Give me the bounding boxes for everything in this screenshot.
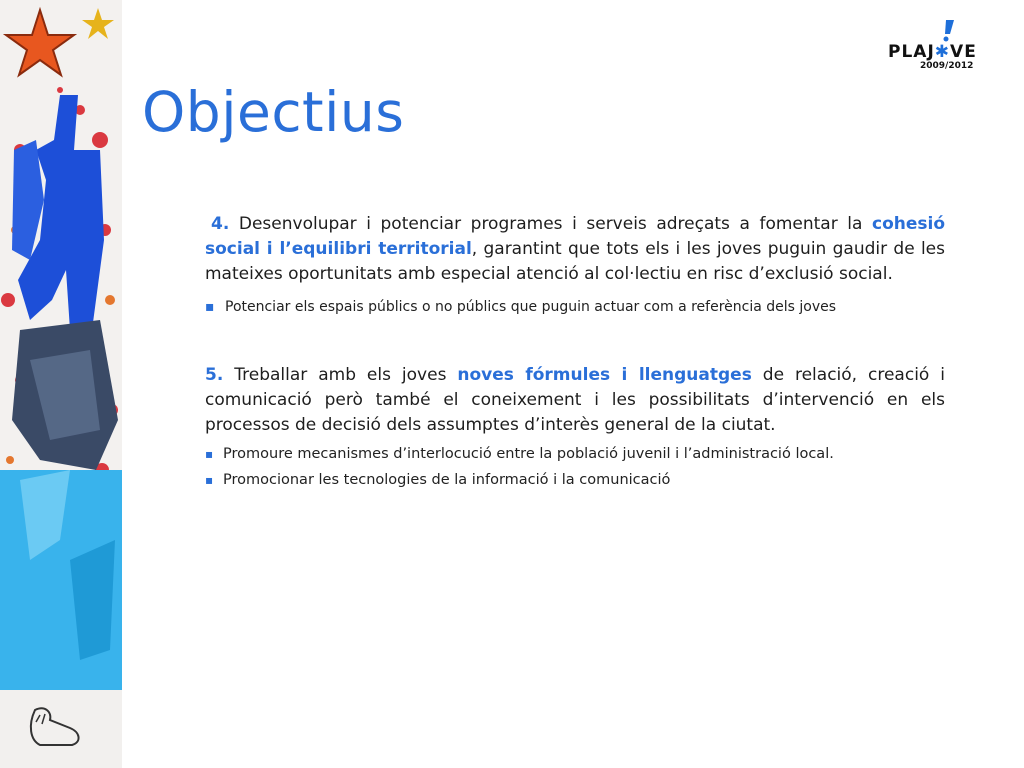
square-bullet-icon: ▪	[205, 299, 215, 315]
objective-5-bullet	[205, 470, 945, 490]
objective-4-bullet-text: Potenciar els espais públics o no públics que puguin actuar com a referència dels joves	[225, 299, 837, 315]
objective-5-text-after: de relació, creació i comunicació però també el coneixement i les possibilitats d’intervenció en els processos de decisió dels assumptes d’interès general de la ciutat.	[205, 365, 945, 435]
objective-4-bullet	[205, 295, 945, 319]
objective-4-text-after: , garantint que tots els i les joves puguin gaudir de les mateixes oportunitats amb especial atenció al col·lectiu en risc d’exclusió social.	[205, 239, 945, 284]
square-bullet-icon: ▪	[205, 447, 214, 461]
collage-art-icon	[0, 0, 122, 768]
objective-4-text-before: Desenvolupar i potenciar programes i serveis adreçats a fomentar la	[238, 214, 863, 234]
objective-5-highlight: noves fórmules i llenguatges	[457, 365, 752, 385]
objective-4-highlight: cohesió social i l’equilibri territorial	[205, 214, 946, 259]
plajove-logo	[888, 24, 983, 74]
asterisk-icon: ✱	[934, 42, 951, 62]
page-title: Objectius	[142, 80, 405, 144]
objective-5-text-before: Treballar amb els joves	[234, 365, 447, 385]
square-bullet-icon: ▪	[205, 473, 214, 487]
objective-4	[205, 212, 945, 287]
objective-5-bullet	[205, 444, 945, 464]
objective-5-bullet-text: Promocionar les tecnologies de la informació i la comunicació	[223, 472, 671, 488]
objective-4-number: 4.	[211, 214, 230, 234]
content-body	[205, 212, 945, 490]
objective-5-bullet-text: Promoure mecanismes d’interlocució entre la població juvenil i l’administració local.	[223, 446, 834, 462]
objective-5	[205, 363, 945, 438]
objective-5-number: 5.	[205, 365, 224, 385]
logo-wordmark: PLAJ✱VE	[888, 42, 977, 62]
logo-years: 2009/2012	[920, 61, 974, 71]
